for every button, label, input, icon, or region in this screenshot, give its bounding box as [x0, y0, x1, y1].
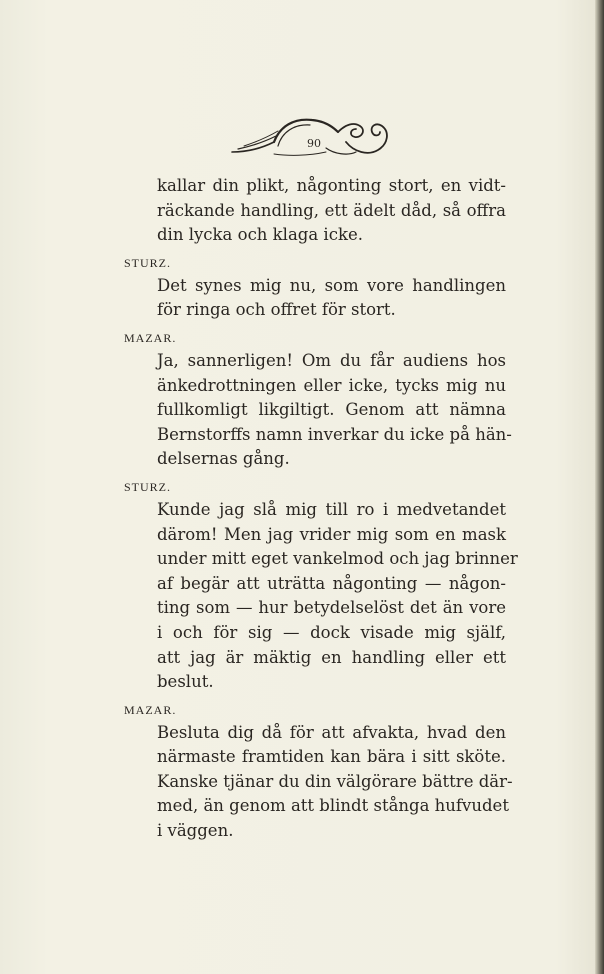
dialogue-block [122, 478, 518, 695]
text-line: änkedrottningen eller icke, tycks mig nu [157, 375, 506, 395]
text-line: i väggen. [157, 821, 234, 841]
text-line: af begär att uträtta någonting — någon- [157, 573, 506, 593]
speaker-name: MAZAR. [124, 702, 177, 717]
text-line: därom! Men jag vrider mig som en mask [157, 524, 506, 544]
text-line: i och för sig — dock visade mig själf, [157, 622, 506, 642]
text-line: under mitt eget vankelmod och jag brinner [157, 549, 518, 569]
dialogue-block [122, 174, 506, 248]
text-line: Kunde jag slå mig till ro i medvetandet [157, 499, 506, 519]
dialogue-text [122, 174, 518, 844]
text-line: att jag är mäktig en handling eller ett [157, 647, 506, 667]
text-line: kallar din plikt, någonting stort, en vidt- [157, 176, 506, 195]
text-line: din lycka och klaga icke. [157, 225, 363, 245]
text-line: för ringa och offret för stort. [157, 300, 396, 320]
speech-text [157, 498, 518, 695]
speaker-name: MAZAR. [124, 330, 177, 345]
text-line: Bernstorffs namn inverkar du icke på hän- [157, 424, 512, 444]
text-line: Kanske tjänar du din välgörare bättre där- [157, 771, 513, 791]
speech-text [157, 349, 512, 472]
speaker-name: STURZ. [124, 479, 172, 494]
text-line: med, än genom att blindt stånga hufvudet [157, 796, 509, 816]
speech-text [157, 721, 513, 844]
speaker-name: STURZ. [124, 255, 172, 270]
text-line: beslut. [157, 672, 214, 692]
dialogue-block [122, 329, 512, 472]
text-line: Det synes mig nu, som vore handlingen [157, 275, 506, 295]
text-line: ting som — hur betydelselöst det än vore [157, 598, 506, 618]
dialogue-block [122, 701, 513, 844]
text-line: Besluta dig då för att afvakta, hvad den [157, 722, 506, 742]
dialogue-block [122, 254, 506, 323]
text-line: räckande handling, ett ädelt dåd, så offra [157, 200, 506, 220]
text-line: närmaste framtiden kan bära i sitt sköte. [157, 747, 506, 767]
page-number: 90 [307, 137, 321, 150]
speech-text [157, 174, 506, 248]
text-line: fullkomligt likgiltigt. Genom att nämna [157, 400, 506, 420]
speech-text [157, 274, 506, 323]
text-line: delsernas gång. [157, 449, 290, 469]
text-line: Ja, sannerligen! Om du får audiens hos [157, 350, 506, 370]
page-edge [595, 0, 604, 974]
